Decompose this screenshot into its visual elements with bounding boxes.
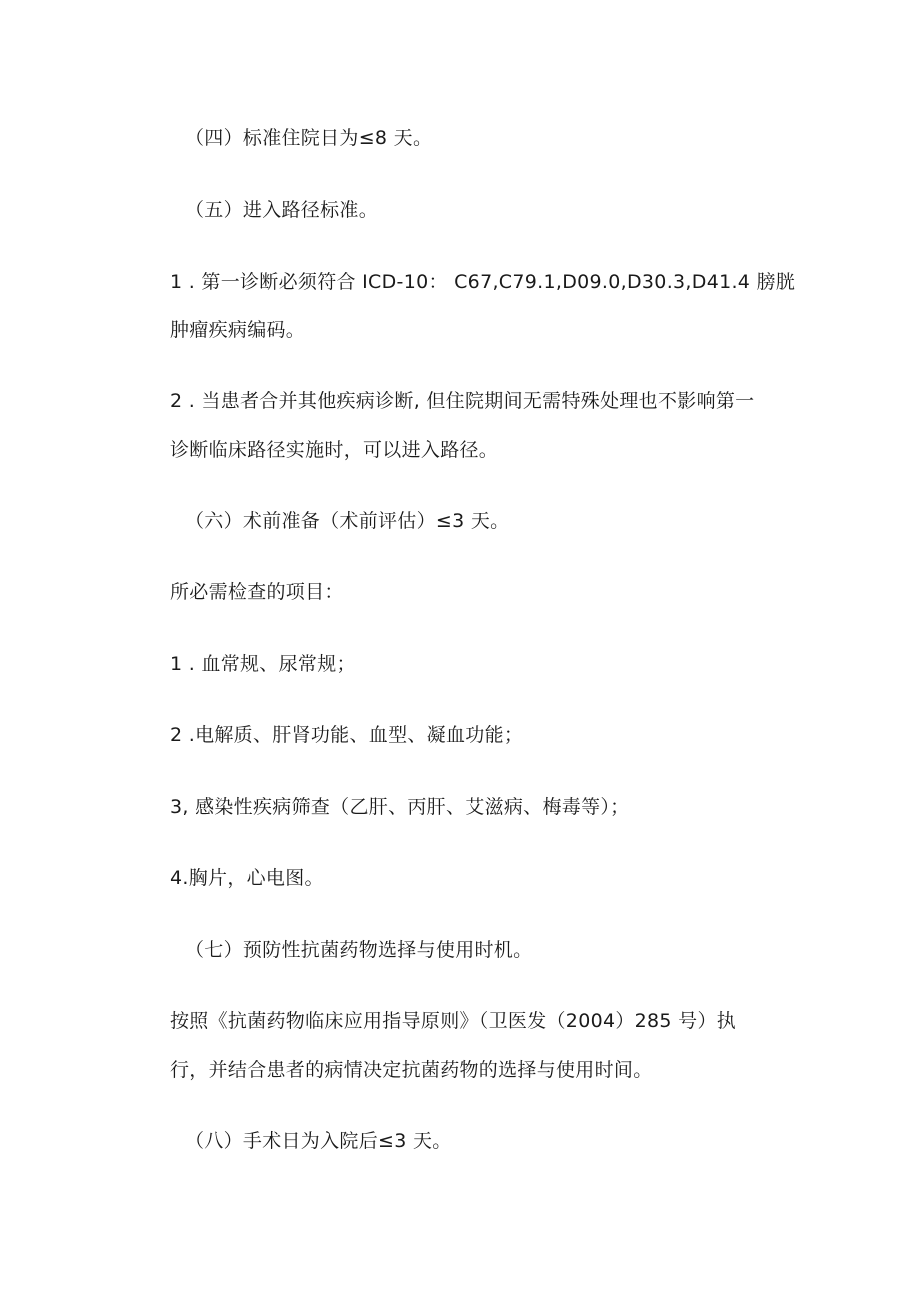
check-item-2: 2 .电解质、肝肾功能、血型、凝血功能； [170,724,524,746]
check-item-4: 4.胸片，心电图。 [170,867,324,889]
criterion-1-line-1: 1 . 第一诊断必须符合 ICD-10： C67,C79.1,D09.0,D30.3,D41.4 膀胱 [170,271,796,293]
required-checks-heading: 所必需检查的项目： [170,581,344,603]
criterion-2-line-2: 诊断临床路径实施时，可以进入路径。 [170,439,499,461]
section-6-heading: （六）术前准备（术前评估）≤3 天。 [185,510,510,532]
antibiotic-rule-line-2: 行，并结合患者的病情决定抗菌药物的选择与使用时间。 [170,1059,653,1081]
antibiotic-rule-line-1: 按照《抗菌药物临床应用指导原则》（卫医发（2004）285 号）执 [170,1010,737,1032]
check-item-1: 1 . 血常规、尿常规； [170,653,356,675]
section-5-heading: （五）进入路径标准。 [185,199,379,221]
section-4-heading: （四）标准住院日为≤8 天。 [185,127,433,149]
section-7-heading: （七）预防性抗菌药物选择与使用时机。 [185,939,533,961]
check-item-3: 3, 感染性疾病筛查（乙肝、丙肝、艾滋病、梅毒等）； [170,796,630,818]
criterion-1-line-2: 肿瘤疾病编码。 [170,319,306,341]
section-8-heading: （八）手术日为入院后≤3 天。 [185,1130,452,1152]
criterion-2-line-1: 2 . 当患者合并其他疾病诊断, 但住院期间无需特殊处理也不影响第一 [170,390,755,412]
